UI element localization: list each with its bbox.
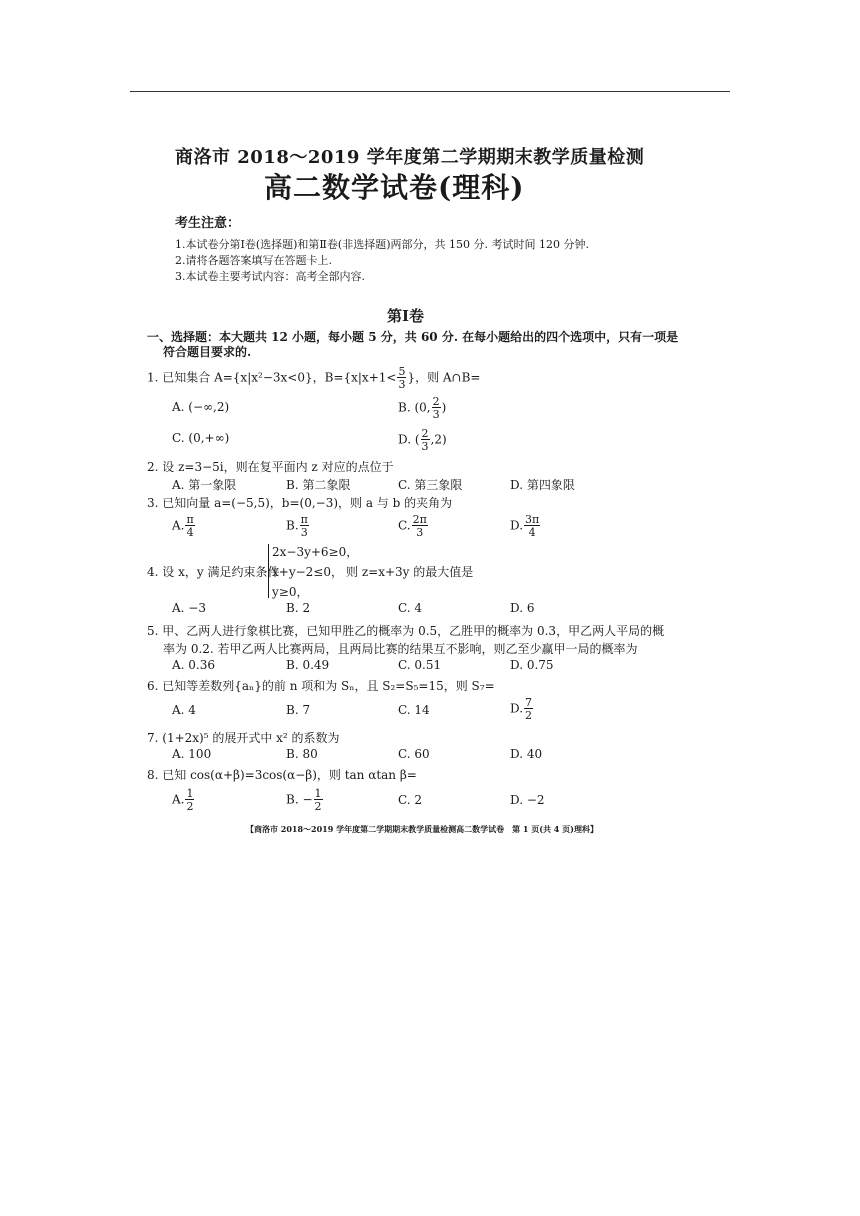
question-7: 7. (1+2x)⁵ 的展开式中 x² 的系数为 — [147, 731, 340, 745]
q1-option-b: B. (0, $\frac{2}{3}$ ) — [398, 395, 447, 421]
q1-option-d: D. ( $\frac{2}{3}$ ,2) — [398, 427, 447, 453]
notice-item-2: 2.请将各题答案填写在答题卡上. — [175, 254, 332, 267]
page-footer: 【商洛市 2018～2019 学年度第二学期期末教学质量检测高二数学试卷 第 1 页(共 4 页)理科】 — [246, 824, 598, 834]
q4-option-a: A. −3 — [172, 601, 206, 615]
question-6: 6. 已知等差数列{aₙ}的前 n 项和为 Sₙ，且 S₂=S₅=15，则 S₇= — [147, 679, 495, 693]
q4-constraint-1: 2x−3y+6≥0， — [272, 545, 359, 559]
q2-option-d: D. 第四象限 — [510, 478, 575, 492]
q3-option-a: A. $\frac{\pi}{4}$ — [172, 513, 194, 539]
q2-option-b: B. 第二象限 — [286, 478, 351, 492]
q7-option-d: D. 40 — [510, 747, 543, 761]
section-instruction: 一、选择题：本大题共 12 小题，每小题 5 分，共 60 分. 在每小题给出的四个选项中，只有一项是 — [147, 330, 679, 344]
q6-option-b: B. 7 — [286, 703, 311, 717]
section-title: 第Ⅰ卷 — [387, 307, 425, 325]
q1-fraction: $\frac{5}{3}$ — [398, 365, 406, 391]
question-1 — [147, 366, 480, 390]
section-instruction-cont: 符合题目要求的. — [163, 345, 252, 359]
q4-constraint-2: x+y−2≤0， — [272, 565, 343, 579]
q4-constraint-3: y≥0， — [272, 585, 309, 599]
notice-item-1: 1.本试卷分第Ⅰ卷(选择题)和第Ⅱ卷(非选择题)两部分，共 150 分. 考试时间 120 分钟. — [175, 238, 589, 251]
exam-title: 商洛市 2018～2019 学年度第二学期期末教学质量检测 — [175, 147, 645, 168]
q6-option-a: A. 4 — [172, 703, 196, 717]
question-5-cont: 率为 0.2. 若甲乙两人比赛两局，且两局比赛的结果互不影响，则乙至少赢甲一局的概率为 — [163, 642, 638, 656]
q2-option-c: C. 第三象限 — [398, 478, 463, 492]
question-3: 3. 已知向量 a=(−5,5)，b=(0,−3)，则 a 与 b 的夹角为 — [147, 496, 453, 510]
q8-option-c: C. 2 — [398, 793, 423, 807]
q4-option-c: C. 4 — [398, 601, 423, 615]
question-5: 5. 甲、乙两人进行象棋比赛，已知甲胜乙的概率为 0.5，乙胜甲的概率为 0.3，甲乙两人平局的概 — [147, 624, 665, 638]
q4-option-d: D. 6 — [510, 601, 535, 615]
q5-option-c: C. 0.51 — [398, 658, 442, 672]
q7-option-c: C. 60 — [398, 747, 430, 761]
q1-stem-a: 1. 已知集合 A={x|x²−3x<0}，B={x|x+1< — [147, 370, 397, 385]
notice-heading: 考生注意： — [175, 216, 241, 231]
q2-option-a: A. 第一象限 — [172, 478, 237, 492]
q8-option-a: A. $\frac{1}{2}$ — [172, 787, 194, 813]
question-4: 4. 设 x，y 满足约束条件 — [147, 565, 280, 579]
q8-option-b: B. − $\frac{1}{2}$ — [286, 787, 322, 813]
q1-option-c: C. (0,+∞) — [172, 431, 230, 445]
q7-option-b: B. 80 — [286, 747, 318, 761]
q3-option-c: C. $\frac{2\pi}{3}$ — [398, 513, 427, 539]
q3-option-b: B. $\frac{\pi}{3}$ — [286, 513, 308, 539]
q1-option-a: A. (−∞,2) — [172, 400, 230, 414]
top-rule — [130, 91, 730, 92]
q6-option-c: C. 14 — [398, 703, 430, 717]
q5-option-d: D. 0.75 — [510, 658, 554, 672]
notice-item-3: 3.本试卷主要考试内容：高考全部内容. — [175, 270, 365, 283]
q8-option-d: D. −2 — [510, 793, 545, 807]
question-8: 8. 已知 cos(α+β)=3cos(α−β)，则 tan αtan β= — [147, 768, 417, 782]
q5-option-b: B. 0.49 — [286, 658, 330, 672]
q4-question-tail: 则 z=x+3y 的最大值是 — [346, 565, 474, 579]
q4-option-b: B. 2 — [286, 601, 311, 615]
question-2: 2. 设 z=3−5i，则在复平面内 z 对应的点位于 — [147, 460, 394, 474]
exam-subtitle: 高二数学试卷(理科) — [264, 171, 525, 204]
q6-option-d: D. $\frac{7}{2}$ — [510, 696, 533, 722]
q5-option-a: A. 0.36 — [172, 658, 216, 672]
q7-option-a: A. 100 — [172, 747, 212, 761]
q3-option-d: D. $\frac{3\pi}{4}$ — [510, 513, 540, 539]
q1-stem-b: }，则 A∩B= — [407, 370, 481, 385]
